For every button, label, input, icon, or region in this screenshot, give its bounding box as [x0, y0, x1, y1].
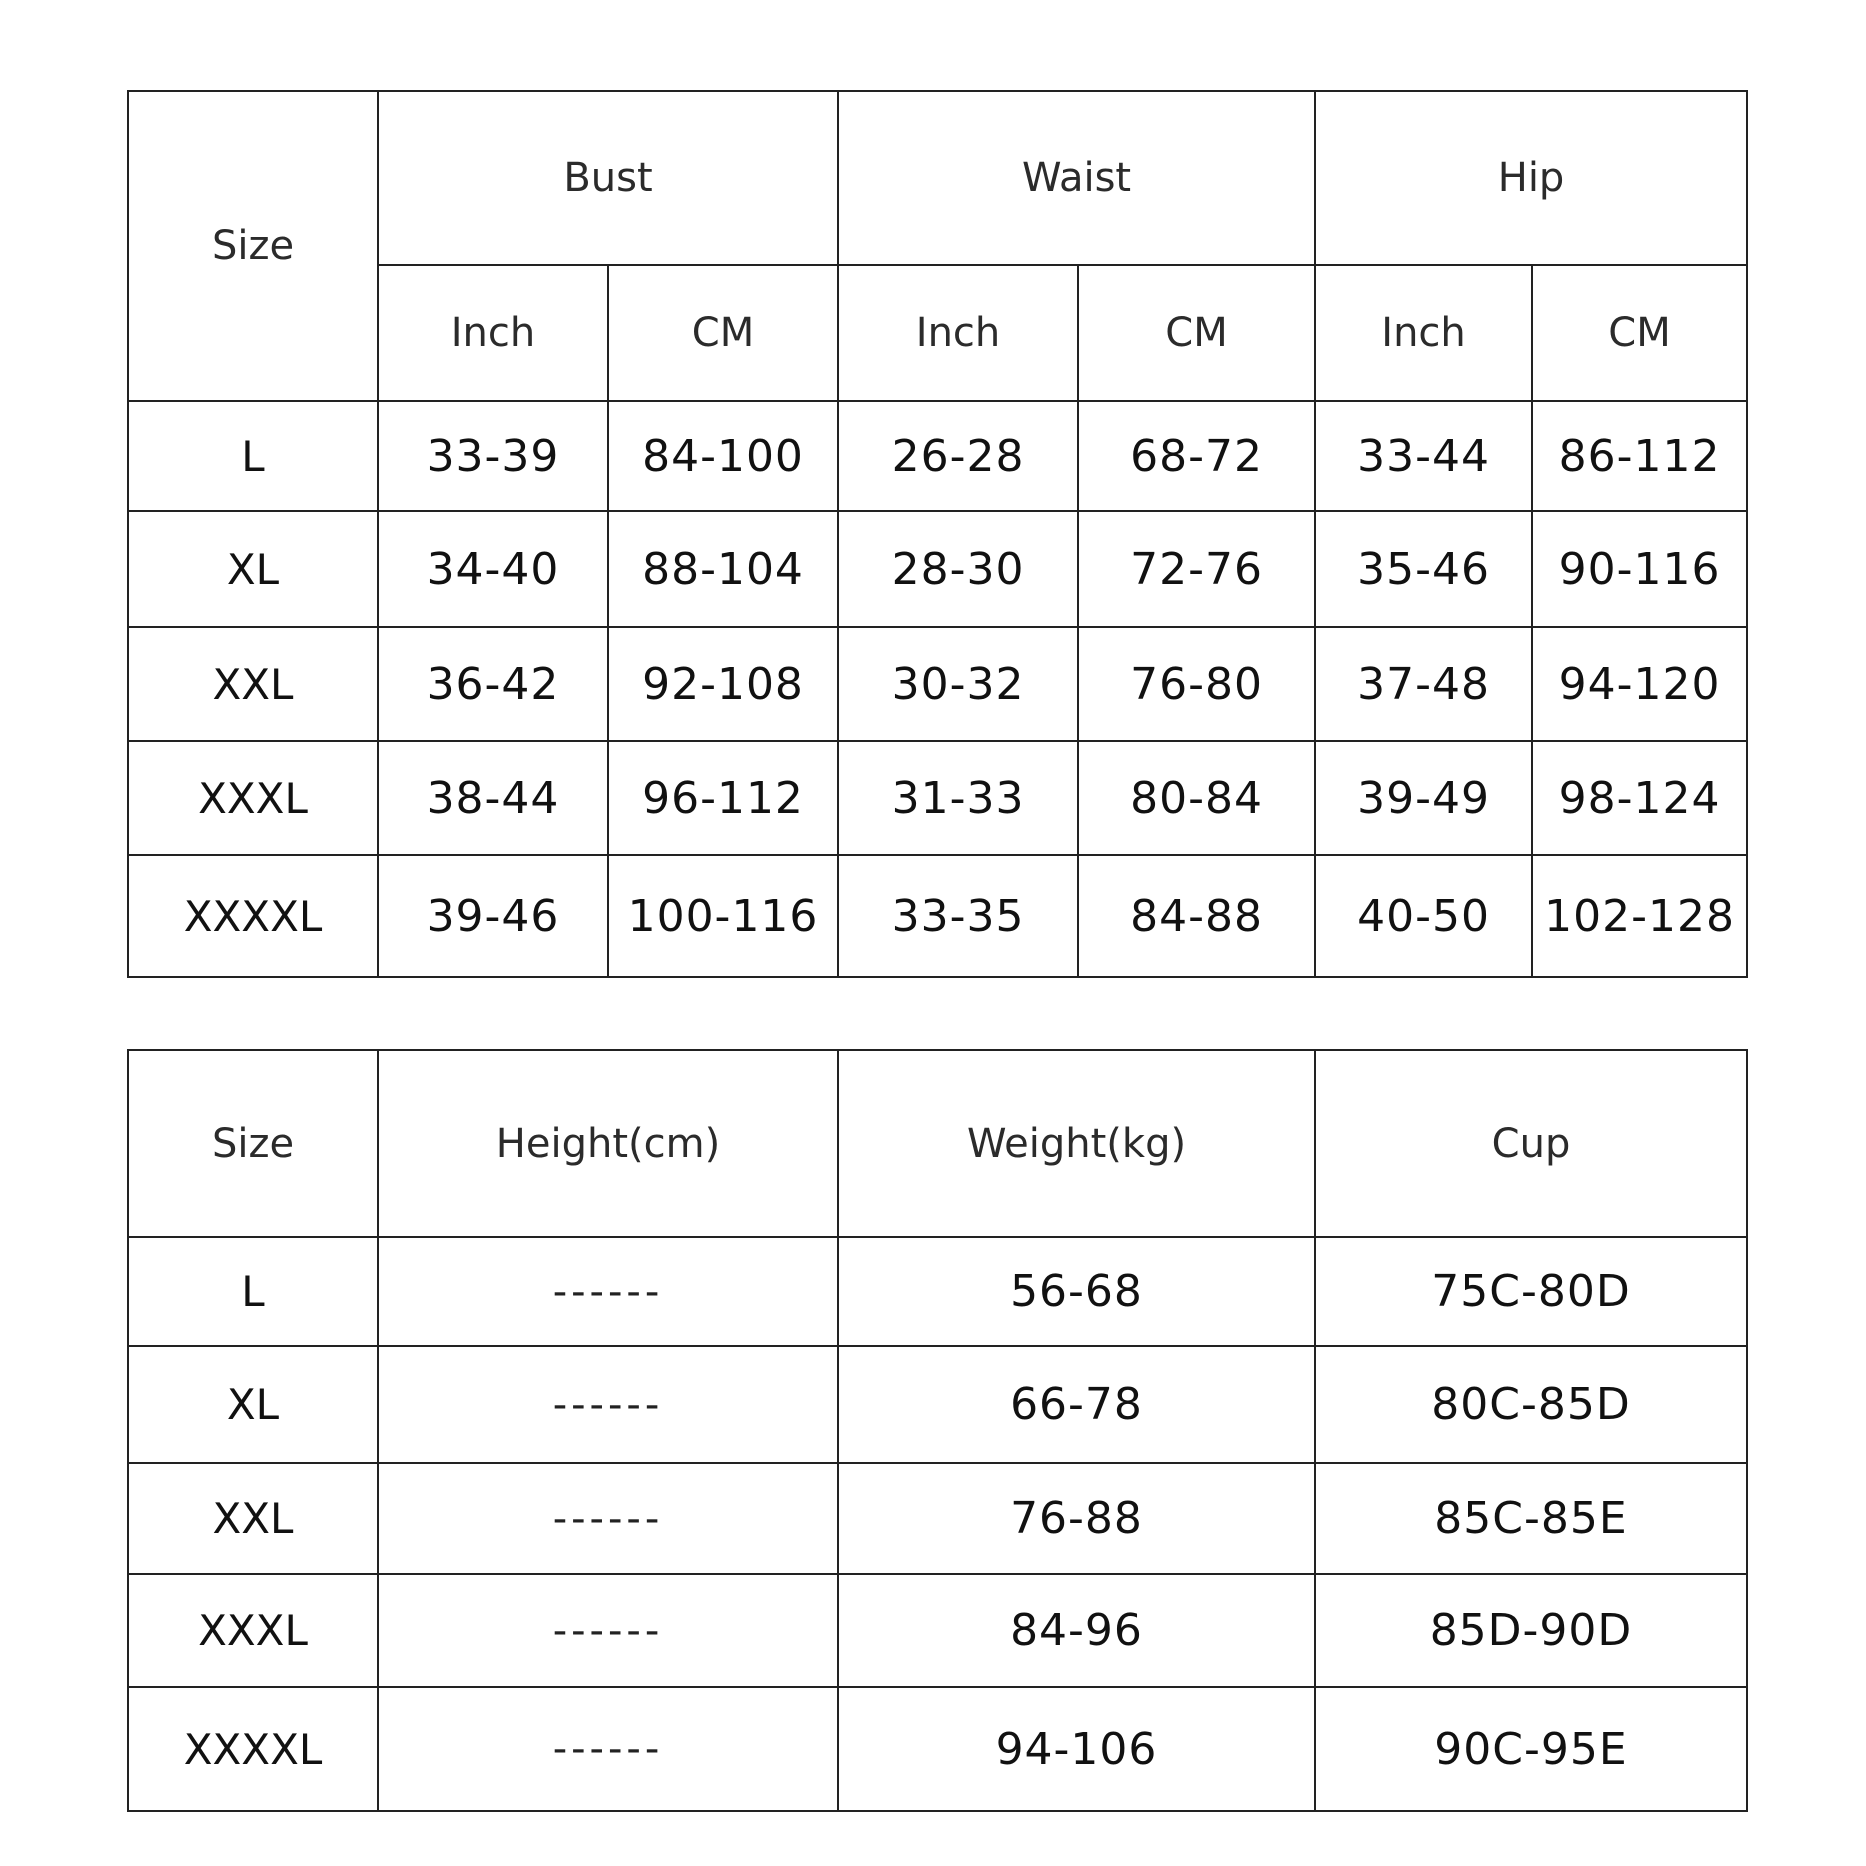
- size-cell: L: [128, 401, 378, 511]
- weight-cell: 84-96: [838, 1574, 1315, 1687]
- hip-header: Hip: [1315, 91, 1747, 265]
- bust-cm-header: CM: [608, 265, 838, 401]
- size-header: Size: [128, 1050, 378, 1237]
- hip-cm-cell: 86-112: [1532, 401, 1747, 511]
- table-row: [128, 627, 1747, 741]
- hip-cm-cell: 94-120: [1532, 627, 1747, 741]
- size-cell: XXL: [128, 627, 378, 741]
- waist-cm-cell: 72-76: [1078, 511, 1315, 627]
- table-row: [128, 1574, 1747, 1687]
- waist-inch-header: Inch: [838, 265, 1078, 401]
- hip-cm-cell: 102-128: [1532, 855, 1747, 977]
- waist-inch-cell: 30-32: [838, 627, 1078, 741]
- hip-cm-header: CM: [1532, 265, 1747, 401]
- size-header: Size: [128, 91, 378, 401]
- size-cell: XXXL: [128, 741, 378, 855]
- hip-inch-cell: 40-50: [1315, 855, 1532, 977]
- table-row: [128, 1687, 1747, 1811]
- bust-inch-cell: 34-40: [378, 511, 608, 627]
- bust-inch-cell: 38-44: [378, 741, 608, 855]
- height-cell: ------: [378, 1346, 838, 1463]
- header-row-groups: [128, 91, 1747, 265]
- waist-cm-cell: 80-84: [1078, 741, 1315, 855]
- weight-cell: 66-78: [838, 1346, 1315, 1463]
- waist-cm-cell: 68-72: [1078, 401, 1315, 511]
- hip-cm-cell: 90-116: [1532, 511, 1747, 627]
- bust-inch-cell: 36-42: [378, 627, 608, 741]
- waist-inch-cell: 33-35: [838, 855, 1078, 977]
- hip-inch-header: Inch: [1315, 265, 1532, 401]
- height-cell: ------: [378, 1687, 838, 1811]
- size-cell: XXL: [128, 1463, 378, 1574]
- waist-inch-cell: 31-33: [838, 741, 1078, 855]
- bust-inch-cell: 33-39: [378, 401, 608, 511]
- header-row: [128, 1050, 1747, 1237]
- cup-header: Cup: [1315, 1050, 1747, 1237]
- hip-inch-cell: 35-46: [1315, 511, 1532, 627]
- bust-cm-cell: 92-108: [608, 627, 838, 741]
- waist-cm-header: CM: [1078, 265, 1315, 401]
- weight-cell: 94-106: [838, 1687, 1315, 1811]
- bust-header: Bust: [378, 91, 838, 265]
- table-row: [128, 855, 1747, 977]
- measurements-size-table: [127, 90, 1748, 978]
- size-cell: L: [128, 1237, 378, 1346]
- bust-inch-cell: 39-46: [378, 855, 608, 977]
- bust-inch-header: Inch: [378, 265, 608, 401]
- size-cell: XL: [128, 1346, 378, 1463]
- fit-size-table: [127, 1049, 1748, 1812]
- waist-cm-cell: 84-88: [1078, 855, 1315, 977]
- height-cell: ------: [378, 1463, 838, 1574]
- table-row: [128, 1237, 1747, 1346]
- bust-cm-cell: 100-116: [608, 855, 838, 977]
- bust-cm-cell: 88-104: [608, 511, 838, 627]
- height-cell: ------: [378, 1574, 838, 1687]
- table-row: [128, 1463, 1747, 1574]
- table-row: [128, 1346, 1747, 1463]
- cup-cell: 90C-95E: [1315, 1687, 1747, 1811]
- size-cell: XXXXL: [128, 1687, 378, 1811]
- size-cell: XXXXL: [128, 855, 378, 977]
- cup-cell: 75C-80D: [1315, 1237, 1747, 1346]
- hip-inch-cell: 33-44: [1315, 401, 1532, 511]
- height-cell: ------: [378, 1237, 838, 1346]
- table-row: [128, 401, 1747, 511]
- cup-cell: 85C-85E: [1315, 1463, 1747, 1574]
- hip-inch-cell: 39-49: [1315, 741, 1532, 855]
- bust-cm-cell: 84-100: [608, 401, 838, 511]
- waist-inch-cell: 26-28: [838, 401, 1078, 511]
- size-cell: XL: [128, 511, 378, 627]
- waist-header: Waist: [838, 91, 1315, 265]
- waist-cm-cell: 76-80: [1078, 627, 1315, 741]
- bust-cm-cell: 96-112: [608, 741, 838, 855]
- height-header: Height(cm): [378, 1050, 838, 1237]
- cup-cell: 80C-85D: [1315, 1346, 1747, 1463]
- hip-cm-cell: 98-124: [1532, 741, 1747, 855]
- table-row: [128, 741, 1747, 855]
- table-row: [128, 511, 1747, 627]
- hip-inch-cell: 37-48: [1315, 627, 1532, 741]
- weight-header: Weight(kg): [838, 1050, 1315, 1237]
- waist-inch-cell: 28-30: [838, 511, 1078, 627]
- cup-cell: 85D-90D: [1315, 1574, 1747, 1687]
- weight-cell: 76-88: [838, 1463, 1315, 1574]
- size-cell: XXXL: [128, 1574, 378, 1687]
- weight-cell: 56-68: [838, 1237, 1315, 1346]
